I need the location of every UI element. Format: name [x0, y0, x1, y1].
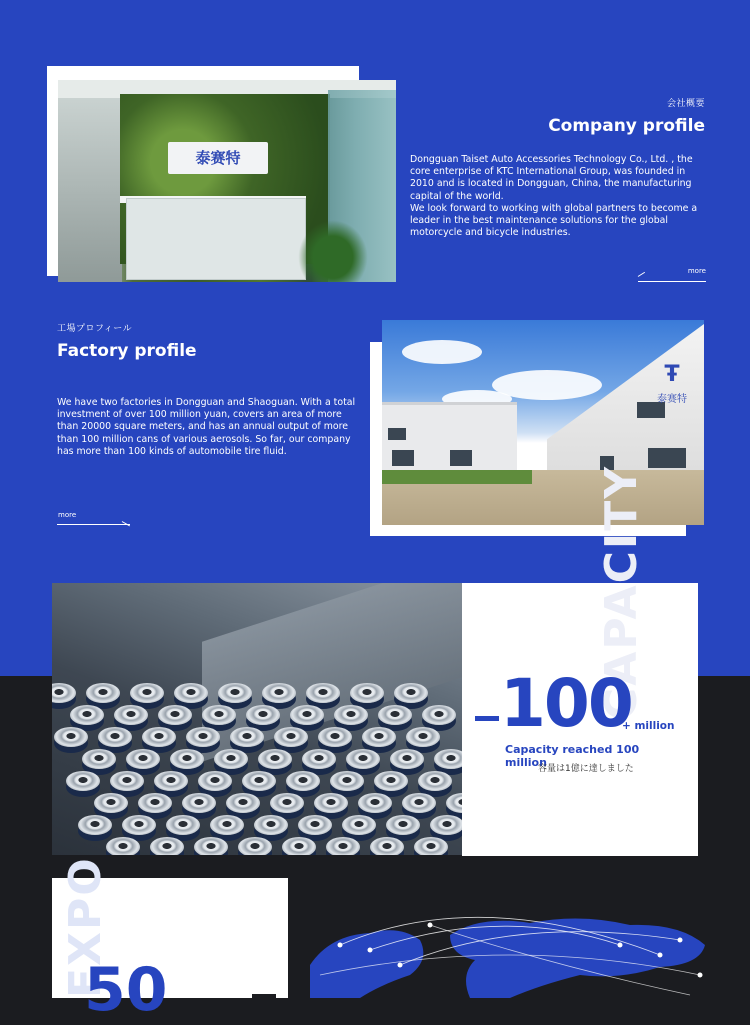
- can-top: [138, 793, 172, 813]
- can-top: [274, 727, 308, 747]
- can-top: [78, 815, 112, 835]
- can-top: [122, 815, 156, 835]
- can-top: [154, 771, 188, 791]
- can-top: [214, 749, 248, 769]
- can-top: [350, 683, 384, 703]
- can-top: [230, 727, 264, 747]
- can-top: [394, 683, 428, 703]
- map-continent-eurasia: [450, 918, 705, 998]
- can-top: [302, 749, 336, 769]
- can-top: [406, 727, 440, 747]
- can-top: [418, 771, 452, 791]
- map-node: [698, 973, 703, 978]
- can-top: [110, 771, 144, 791]
- can-top: [318, 727, 352, 747]
- capacity-dash: [475, 716, 499, 721]
- can-top: [446, 793, 462, 813]
- can-top: [434, 749, 462, 769]
- factory-title: Factory profile: [57, 341, 197, 361]
- photo-window: [450, 450, 472, 466]
- company-sign-logo: 泰赛特: [195, 149, 241, 167]
- aerosol-cans-photo: [52, 583, 462, 855]
- can-top: [174, 683, 208, 703]
- photo-office-area: [58, 98, 122, 282]
- can-top: [82, 749, 116, 769]
- factory-building-photo: [382, 320, 704, 525]
- can-top: [54, 727, 88, 747]
- can-top: [262, 683, 296, 703]
- can-top: [270, 793, 304, 813]
- photo-window: [648, 448, 686, 468]
- can-top: [390, 749, 424, 769]
- can-top: [334, 705, 368, 725]
- map-continent-americas: [310, 930, 423, 998]
- can-top: [414, 837, 448, 855]
- can-top: [130, 683, 164, 703]
- can-top: [362, 727, 396, 747]
- can-top: [194, 837, 228, 855]
- capacity-jp-subtitle: 容量は1億に達しました: [538, 764, 634, 774]
- can-top: [186, 727, 220, 747]
- can-top: [166, 815, 200, 835]
- can-top: [238, 837, 272, 855]
- can-top: [430, 815, 462, 835]
- capacity-number: 100: [500, 665, 632, 742]
- can-top: [282, 837, 316, 855]
- company-title: Company profile: [548, 116, 705, 136]
- can-top: [242, 771, 276, 791]
- can-top: [358, 793, 392, 813]
- can-top: [106, 837, 140, 855]
- world-map-svg: [300, 905, 720, 998]
- factory-more-underline: [57, 524, 130, 525]
- factory-logo-icon: Ŧ: [664, 362, 680, 387]
- company-jp-label: 会社概要: [666, 99, 705, 109]
- can-top: [422, 705, 456, 725]
- can-top: [52, 683, 76, 703]
- can-top: [306, 683, 340, 703]
- company-more-link[interactable]: more: [687, 267, 706, 275]
- can-top: [142, 727, 176, 747]
- map-node: [428, 923, 433, 928]
- can-top: [198, 771, 232, 791]
- can-top: [290, 705, 324, 725]
- export-number: 50: [84, 955, 168, 1025]
- can-top: [226, 793, 260, 813]
- company-more-underline: [638, 281, 706, 282]
- can-top: [298, 815, 332, 835]
- photo-lawn: [382, 470, 532, 484]
- company-description: Dongguan Taiset Auto Accessories Technology Co., Ltd. , the core enterprise of KTC International Group, was founded in 2010 and is located in Dongguan, China, the manufacturing capital of the world. We look forward to working with global partners to become a leader in the best maintenance solutions for the global motorcycle and bicycle industries.: [410, 154, 698, 239]
- can-top: [170, 749, 204, 769]
- can-top: [86, 683, 120, 703]
- photo-left-building: [382, 402, 517, 480]
- factory-building-logo: 泰赛特: [657, 394, 687, 405]
- map-node: [618, 943, 623, 948]
- photo-plant: [298, 220, 368, 282]
- capacity-watermark: CAPACITY: [596, 464, 647, 720]
- map-node: [398, 963, 403, 968]
- can-top: [374, 771, 408, 791]
- photo-window: [388, 428, 406, 440]
- can-top: [150, 837, 184, 855]
- company-reception-photo: [58, 80, 396, 282]
- world-map-graphic: [300, 905, 720, 998]
- can-top: [246, 705, 280, 725]
- can-top: [346, 749, 380, 769]
- capacity-subtitle: Capacity reached 100 million: [505, 743, 640, 769]
- map-node: [338, 943, 343, 948]
- can-top: [378, 705, 412, 725]
- can-top: [258, 749, 292, 769]
- export-watermark: EXPO: [60, 856, 111, 998]
- can-top: [330, 771, 364, 791]
- can-top: [210, 815, 244, 835]
- can-top: [66, 771, 100, 791]
- map-node: [658, 953, 663, 958]
- factory-description: We have two factories in Dongguan and Shaoguan. With a total investment of over 100 million yuan, covers an area of more than 20000 square meters, and has an annual output of more than 100 million cans of various aerosols. So far, our company has more than 100 kinds of automobile tire fluid.: [57, 397, 356, 457]
- export-dash: [252, 994, 276, 998]
- factory-more-link[interactable]: more: [58, 511, 77, 519]
- photo-window: [392, 450, 414, 466]
- can-top: [314, 793, 348, 813]
- can-top: [254, 815, 288, 835]
- map-node: [368, 948, 373, 953]
- can-top: [70, 705, 104, 725]
- can-top: [326, 837, 360, 855]
- can-top: [114, 705, 148, 725]
- can-top: [370, 837, 404, 855]
- can-top: [98, 727, 132, 747]
- photo-reception-desk: [126, 198, 306, 280]
- can-top: [182, 793, 216, 813]
- can-top: [402, 793, 436, 813]
- can-top: [158, 705, 192, 725]
- can-top: [126, 749, 160, 769]
- can-top: [202, 705, 236, 725]
- can-top: [386, 815, 420, 835]
- can-top: [94, 793, 128, 813]
- can-top: [342, 815, 376, 835]
- photo-cloud: [402, 340, 482, 364]
- can-top: [286, 771, 320, 791]
- factory-jp-label: 工場プロフィール: [57, 324, 133, 334]
- map-node: [678, 938, 683, 943]
- can-top: [218, 683, 252, 703]
- capacity-unit: + million: [622, 720, 675, 732]
